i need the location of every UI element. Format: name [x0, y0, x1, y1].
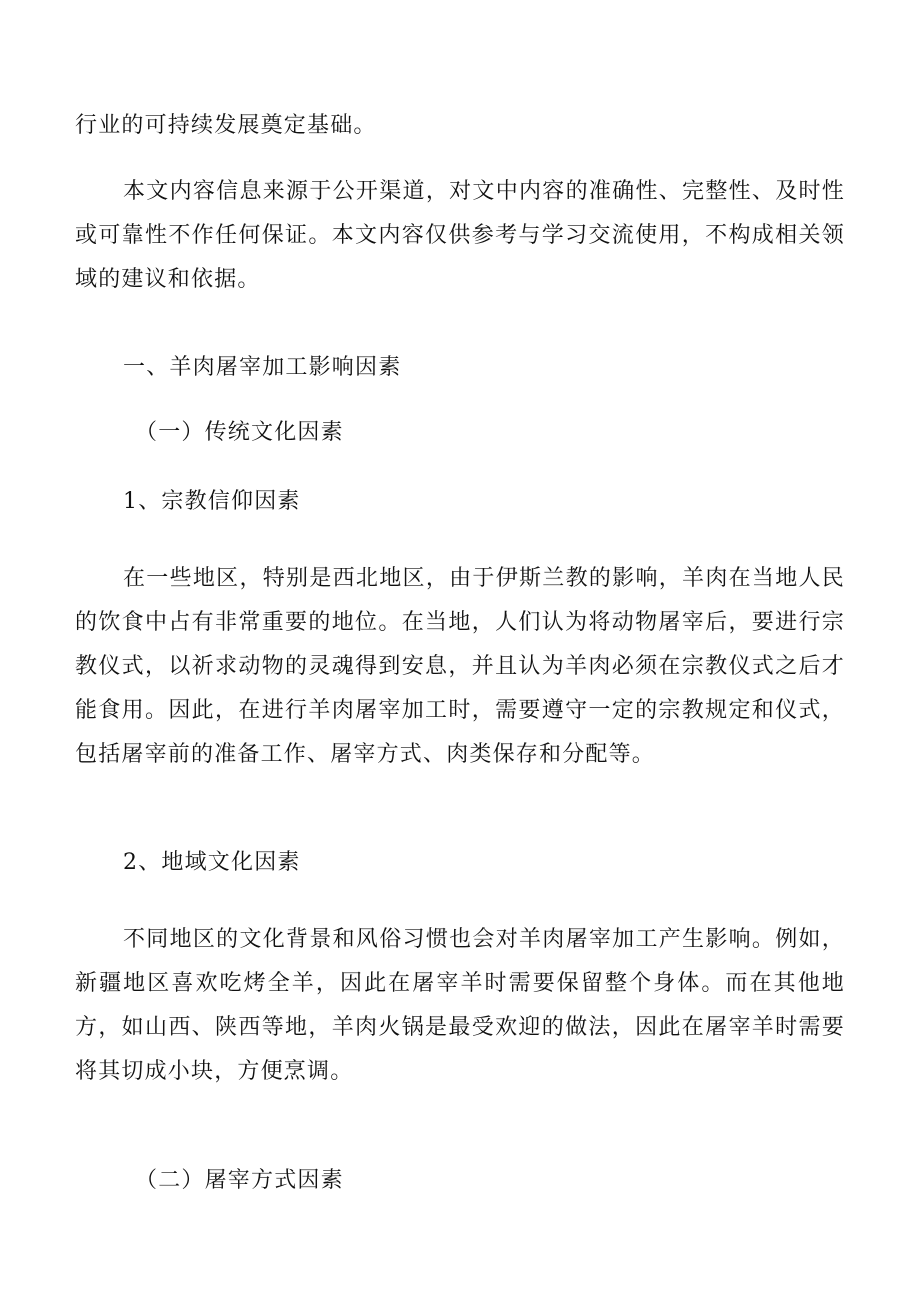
paragraph-regional: 不同地区的文化背景和风俗习惯也会对羊肉屠宰加工产生影响。例如，新疆地区喜欢吃烤全羊，因此在屠宰羊时需要保留整个身体。而在其他地方，如山西、陕西等地，羊肉火锅是最受欢迎的做法，因此在屠宰羊时需要将其切成小块，方便烹调。 [75, 927, 845, 1084]
item-heading-regional-culture: 2、地域文化因素 [123, 850, 301, 875]
subsection-heading-traditional-culture: （一）传统文化因素 [135, 420, 344, 445]
paragraph-religion: 在一些地区，特别是西北地区，由于伊斯兰教的影响，羊肉在当地人民的饮食中占有非常重要的地位。在当地，人们认为将动物屠宰后，要进行宗教仪式，以祈求动物的灵魂得到安息，并且认为羊肉必须在宗教仪式之后才能食用。因此，在进行羊肉屠宰加工时，需要遵守一定的宗教规定和仪式，包括屠宰前的准备工作、屠宰方式、肉类保存和分配等。 [75, 566, 845, 767]
section-heading-factors: 一、羊肉屠宰加工影响因素 [123, 355, 402, 380]
paragraph-intro-tail: 行业的可持续发展奠定基础。 [75, 113, 377, 138]
paragraph-disclaimer: 本文内容信息来源于公开渠道，对文中内容的准确性、完整性、及时性或可靠性不作任何保证。本文内容仅供参考与学习交流使用，不构成相关领域的建议和依据。 [75, 179, 845, 292]
item-heading-religion: 1、宗教信仰因素 [123, 489, 301, 514]
subsection-heading-slaughter-method: （二）屠宰方式因素 [135, 1168, 344, 1193]
